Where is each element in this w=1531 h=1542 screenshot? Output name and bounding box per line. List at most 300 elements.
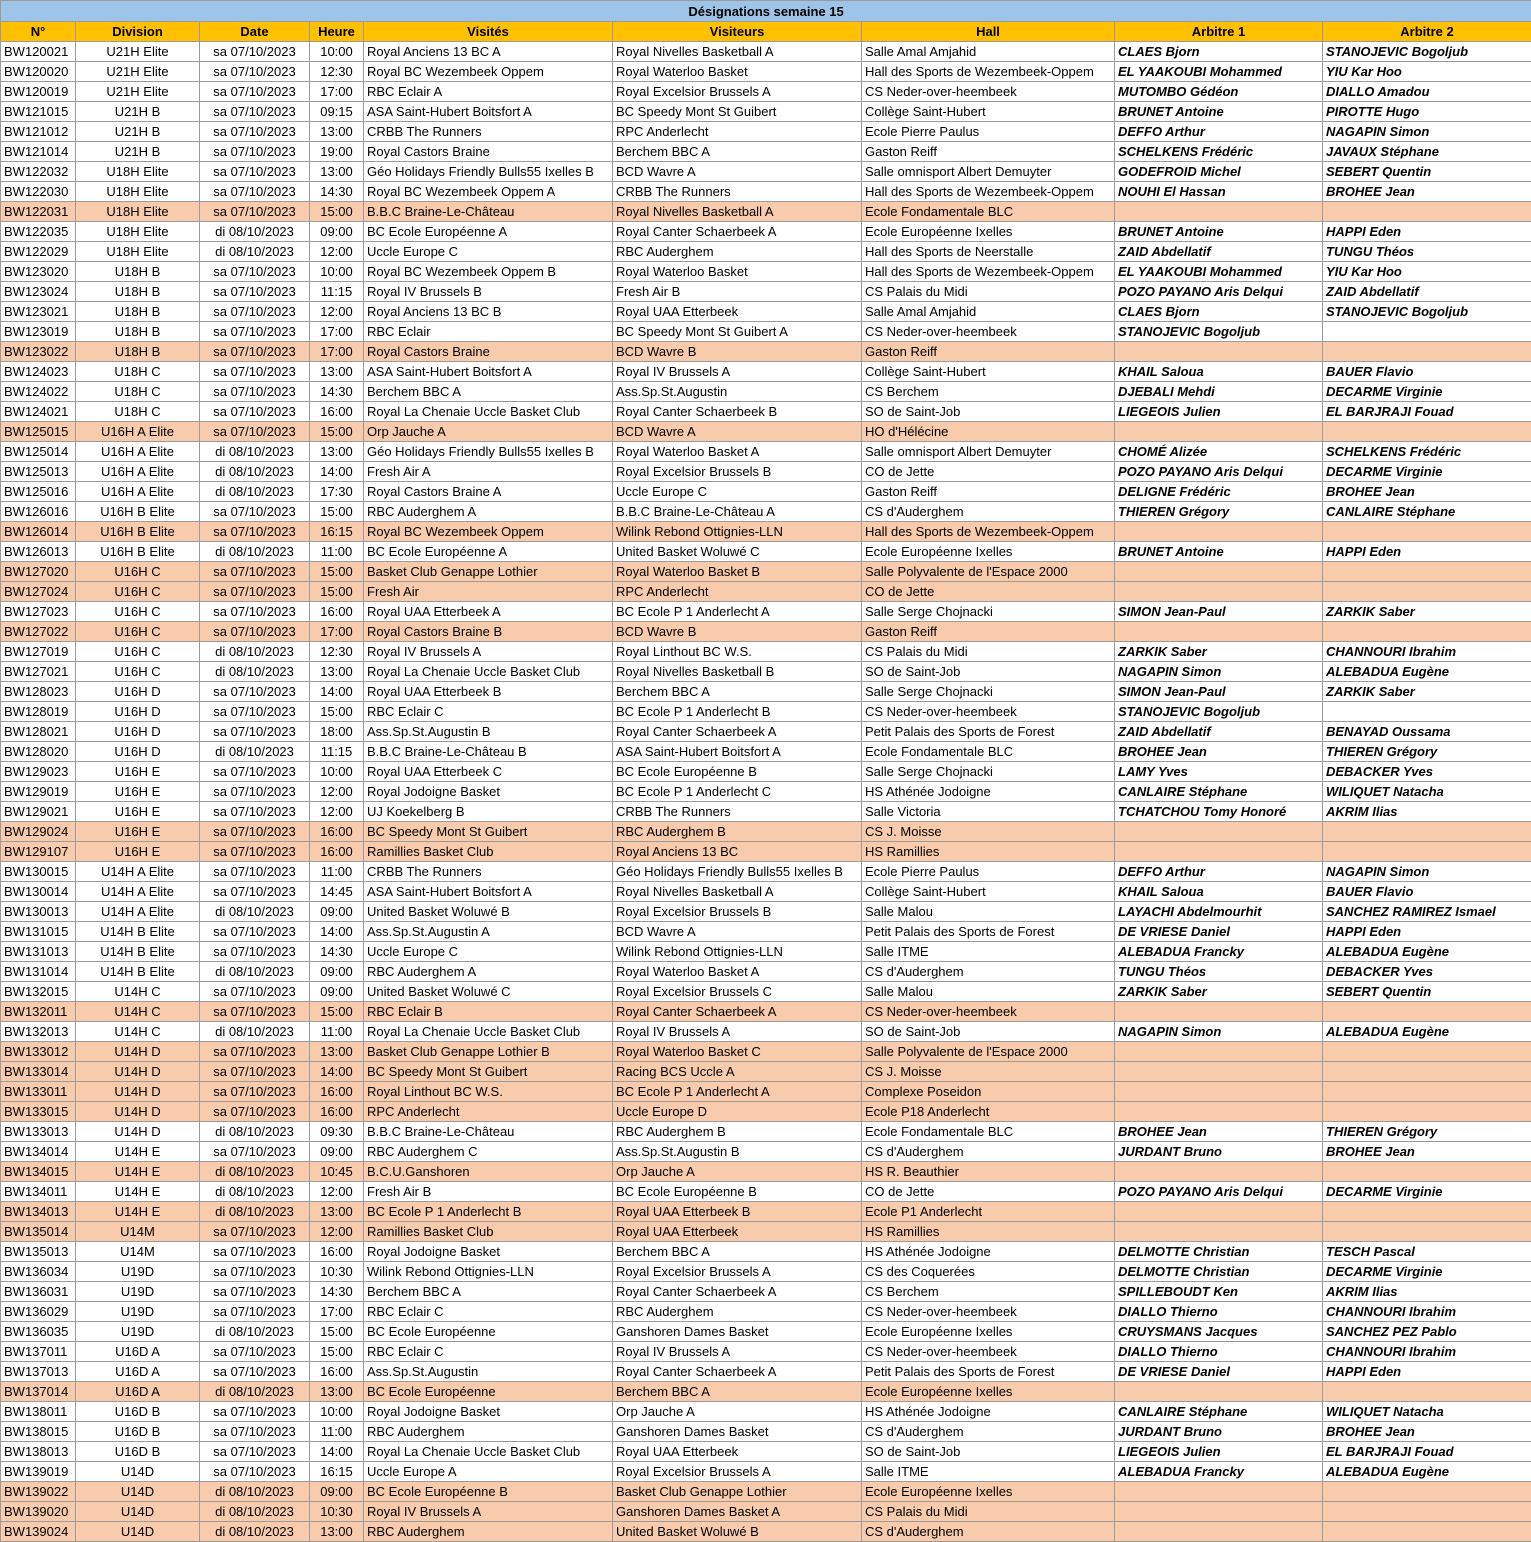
time-cell: 16:00 (310, 1102, 364, 1122)
referee-1-cell: SPILLEBOUDT Ken (1115, 1282, 1323, 1302)
table-row (1, 1522, 1531, 1542)
hall-cell: Petit Palais des Sports de Forest (862, 722, 1115, 742)
referee-1-cell: SIMON Jean-Paul (1115, 682, 1323, 702)
home-team-cell: B.B.C Braine-Le-Château (364, 1122, 613, 1142)
hall-cell: CS Palais du Midi (862, 642, 1115, 662)
referee-1-cell: CRUYSMANS Jacques (1115, 1322, 1323, 1342)
time-cell: 14:00 (310, 462, 364, 482)
division-cell: U14D (76, 1522, 200, 1542)
date-cell: di 08/10/2023 (200, 662, 310, 682)
home-team-cell: Royal UAA Etterbeek A (364, 602, 613, 622)
referee-2-cell: WILIQUET Natacha (1323, 1402, 1531, 1422)
division-cell: U19D (76, 1262, 200, 1282)
time-cell: 11:00 (310, 1022, 364, 1042)
referee-2-cell: DECARME Virginie (1323, 1262, 1531, 1282)
home-team-cell: ASA Saint-Hubert Boitsfort A (364, 102, 613, 122)
date-cell: sa 07/10/2023 (200, 702, 310, 722)
match-number-cell: BW127022 (1, 622, 76, 642)
away-team-cell: Royal Linthout BC W.S. (613, 642, 862, 662)
date-cell: sa 07/10/2023 (200, 202, 310, 222)
hall-cell: CS J. Moisse (862, 822, 1115, 842)
division-cell: U16H B Elite (76, 542, 200, 562)
hall-cell: SO de Saint-Job (862, 1022, 1115, 1042)
away-team-cell: RBC Auderghem B (613, 1122, 862, 1142)
hall-cell: CS d'Auderghem (862, 1522, 1115, 1542)
referee-2-cell (1323, 702, 1531, 722)
date-cell: sa 07/10/2023 (200, 822, 310, 842)
time-cell: 17:00 (310, 322, 364, 342)
division-cell: U14D (76, 1462, 200, 1482)
table-row (1, 1102, 1531, 1122)
referee-2-cell: BROHEE Jean (1323, 482, 1531, 502)
home-team-cell: BC Ecole P 1 Anderlecht B (364, 1202, 613, 1222)
referee-2-cell: SANCHEZ PEZ Pablo (1323, 1322, 1531, 1342)
match-number-cell: BW129023 (1, 762, 76, 782)
home-team-cell: Royal La Chenaie Uccle Basket Club (364, 1022, 613, 1042)
referee-2-cell: HAPPI Eden (1323, 1362, 1531, 1382)
hall-cell: Collège Saint-Hubert (862, 362, 1115, 382)
home-team-cell: RBC Eclair C (364, 1302, 613, 1322)
away-team-cell: Orp Jauche A (613, 1402, 862, 1422)
referee-2-cell: HAPPI Eden (1323, 222, 1531, 242)
away-team-cell: RBC Auderghem B (613, 822, 862, 842)
referee-1-cell: POZO PAYANO Aris Delqui (1115, 462, 1323, 482)
away-team-cell: Royal Excelsior Brussels B (613, 902, 862, 922)
hall-cell: Ecole Pierre Paulus (862, 122, 1115, 142)
match-number-cell: BW123020 (1, 262, 76, 282)
hall-cell: Salle Malou (862, 982, 1115, 1002)
date-cell: sa 07/10/2023 (200, 1242, 310, 1262)
table-row (1, 942, 1531, 962)
referee-1-cell: CLAES Bjorn (1115, 42, 1323, 62)
hall-cell: HS Athénée Jodoigne (862, 1242, 1115, 1262)
table-row (1, 222, 1531, 242)
table-row (1, 62, 1531, 82)
away-team-cell: Royal IV Brussels A (613, 362, 862, 382)
home-team-cell: Royal Jodoigne Basket (364, 1402, 613, 1422)
referee-1-cell: NAGAPIN Simon (1115, 1022, 1323, 1042)
referee-2-cell: ALEBADUA Eugène (1323, 942, 1531, 962)
home-team-cell: Ramillies Basket Club (364, 842, 613, 862)
referee-1-cell (1115, 1382, 1323, 1402)
match-number-cell: BW139024 (1, 1522, 76, 1542)
table-row (1, 1002, 1531, 1022)
date-cell: di 08/10/2023 (200, 1502, 310, 1522)
hall-cell: HO d'Hélécine (862, 422, 1115, 442)
away-team-cell: BCD Wavre B (613, 342, 862, 362)
date-cell: di 08/10/2023 (200, 222, 310, 242)
date-cell: sa 07/10/2023 (200, 1422, 310, 1442)
match-number-cell: BW132013 (1, 1022, 76, 1042)
home-team-cell: B.C.U.Ganshoren (364, 1162, 613, 1182)
hall-cell: CS Neder-over-heembeek (862, 1342, 1115, 1362)
referee-1-cell (1115, 822, 1323, 842)
division-cell: U19D (76, 1302, 200, 1322)
table-body (1, 42, 1531, 1542)
away-team-cell: Royal Canter Schaerbeek A (613, 1362, 862, 1382)
away-team-cell: Royal Excelsior Brussels A (613, 1462, 862, 1482)
match-number-cell: BW133013 (1, 1122, 76, 1142)
division-cell: U16H C (76, 602, 200, 622)
home-team-cell: RBC Eclair (364, 322, 613, 342)
referee-2-cell: YIU Kar Hoo (1323, 62, 1531, 82)
match-number-cell: BW131014 (1, 962, 76, 982)
date-cell: sa 07/10/2023 (200, 602, 310, 622)
date-cell: sa 07/10/2023 (200, 1222, 310, 1242)
away-team-cell: ASA Saint-Hubert Boitsfort A (613, 742, 862, 762)
time-cell: 17:00 (310, 342, 364, 362)
division-cell: U14M (76, 1242, 200, 1262)
home-team-cell: Basket Club Genappe Lothier (364, 562, 613, 582)
time-cell: 09:15 (310, 102, 364, 122)
away-team-cell: Royal Canter Schaerbeek B (613, 402, 862, 422)
date-cell: sa 07/10/2023 (200, 562, 310, 582)
referee-1-cell (1115, 1062, 1323, 1082)
referee-1-cell (1115, 522, 1323, 542)
hall-cell: Salle Serge Chojnacki (862, 762, 1115, 782)
match-number-cell: BW120021 (1, 42, 76, 62)
time-cell: 14:30 (310, 182, 364, 202)
time-cell: 16:00 (310, 602, 364, 622)
hall-cell: CS Neder-over-heembeek (862, 1302, 1115, 1322)
time-cell: 14:30 (310, 1282, 364, 1302)
date-cell: di 08/10/2023 (200, 1522, 310, 1542)
referee-1-cell: LIEGEOIS Julien (1115, 402, 1323, 422)
referee-2-cell (1323, 422, 1531, 442)
hall-cell: Hall des Sports de Neerstalle (862, 242, 1115, 262)
away-team-cell: Royal Waterloo Basket C (613, 1042, 862, 1062)
time-cell: 09:00 (310, 902, 364, 922)
away-team-cell: Berchem BBC A (613, 1382, 862, 1402)
time-cell: 11:00 (310, 862, 364, 882)
table-row (1, 1362, 1531, 1382)
header-row (1, 22, 1531, 42)
home-team-cell: Ass.Sp.St.Augustin A (364, 922, 613, 942)
referee-1-cell: ALEBADUA Francky (1115, 942, 1323, 962)
match-number-cell: BW125015 (1, 422, 76, 442)
referee-2-cell: CHANNOURI Ibrahim (1323, 1302, 1531, 1322)
time-cell: 15:00 (310, 562, 364, 582)
date-cell: sa 07/10/2023 (200, 982, 310, 1002)
home-team-cell: RBC Eclair C (364, 702, 613, 722)
referee-1-cell (1115, 422, 1323, 442)
referee-2-cell: HAPPI Eden (1323, 542, 1531, 562)
referee-2-cell (1323, 822, 1531, 842)
match-number-cell: BW133014 (1, 1062, 76, 1082)
home-team-cell: Wilink Rebond Ottignies-LLN (364, 1262, 613, 1282)
table-row (1, 82, 1531, 102)
time-cell: 13:00 (310, 442, 364, 462)
table-row (1, 1482, 1531, 1502)
date-cell: sa 07/10/2023 (200, 522, 310, 542)
date-cell: sa 07/10/2023 (200, 282, 310, 302)
division-cell: U16D B (76, 1402, 200, 1422)
referee-2-cell: JAVAUX Stéphane (1323, 142, 1531, 162)
match-number-cell: BW126016 (1, 502, 76, 522)
time-cell: 15:00 (310, 582, 364, 602)
home-team-cell: B.B.C Braine-Le-Château (364, 202, 613, 222)
hall-cell: Gaston Reiff (862, 142, 1115, 162)
away-team-cell: United Basket Woluwé B (613, 1522, 862, 1542)
time-cell: 15:00 (310, 1342, 364, 1362)
time-cell: 15:00 (310, 702, 364, 722)
home-team-cell: Royal La Chenaie Uccle Basket Club (364, 1442, 613, 1462)
referee-1-cell (1115, 1042, 1323, 1062)
home-team-cell: Royal Castors Braine (364, 342, 613, 362)
referee-2-cell: SANCHEZ RAMIREZ Ismael (1323, 902, 1531, 922)
referee-2-cell: THIEREN Grégory (1323, 742, 1531, 762)
time-cell: 10:00 (310, 42, 364, 62)
home-team-cell: BC Ecole Européenne B (364, 1482, 613, 1502)
home-team-cell: BC Ecole Européenne (364, 1382, 613, 1402)
time-cell: 13:00 (310, 362, 364, 382)
division-cell: U18H C (76, 382, 200, 402)
referee-1-cell: ZARKIK Saber (1115, 982, 1323, 1002)
division-cell: U14H C (76, 982, 200, 1002)
date-cell: sa 07/10/2023 (200, 622, 310, 642)
referee-2-cell: DECARME Virginie (1323, 1182, 1531, 1202)
referee-2-cell: WILIQUET Natacha (1323, 782, 1531, 802)
away-team-cell: Royal Canter Schaerbeek A (613, 722, 862, 742)
division-cell: U14H B Elite (76, 922, 200, 942)
home-team-cell: RBC Auderghem A (364, 962, 613, 982)
date-cell: sa 07/10/2023 (200, 1102, 310, 1122)
match-number-cell: BW133011 (1, 1082, 76, 1102)
table-row (1, 1202, 1531, 1222)
home-team-cell: United Basket Woluwé C (364, 982, 613, 1002)
match-number-cell: BW132015 (1, 982, 76, 1002)
table-row (1, 902, 1531, 922)
referee-2-cell (1323, 342, 1531, 362)
referee-1-cell: CHOMÉ Alizée (1115, 442, 1323, 462)
match-number-cell: BW121012 (1, 122, 76, 142)
division-cell: U14H A Elite (76, 882, 200, 902)
time-cell: 15:00 (310, 502, 364, 522)
division-cell: U14H C (76, 1002, 200, 1022)
time-cell: 14:00 (310, 1442, 364, 1462)
referee-1-cell: POZO PAYANO Aris Delqui (1115, 282, 1323, 302)
referee-2-cell (1323, 582, 1531, 602)
time-cell: 10:00 (310, 1402, 364, 1422)
hall-cell: CS Palais du Midi (862, 282, 1115, 302)
time-cell: 18:00 (310, 722, 364, 742)
match-number-cell: BW120019 (1, 82, 76, 102)
date-cell: sa 07/10/2023 (200, 1362, 310, 1382)
referee-2-cell (1323, 322, 1531, 342)
referee-1-cell: DE VRIESE Daniel (1115, 1362, 1323, 1382)
away-team-cell: Ganshoren Dames Basket A (613, 1502, 862, 1522)
date-cell: sa 07/10/2023 (200, 1042, 310, 1062)
division-cell: U16D B (76, 1442, 200, 1462)
referee-2-cell: BROHEE Jean (1323, 1142, 1531, 1162)
referee-2-cell: DECARME Virginie (1323, 382, 1531, 402)
division-cell: U16D B (76, 1422, 200, 1442)
date-cell: di 08/10/2023 (200, 742, 310, 762)
table-row (1, 182, 1531, 202)
referee-2-cell: CHANNOURI Ibrahim (1323, 642, 1531, 662)
home-team-cell: BC Speedy Mont St Guibert (364, 822, 613, 842)
hall-cell: Petit Palais des Sports de Forest (862, 1362, 1115, 1382)
hall-cell: Gaston Reiff (862, 342, 1115, 362)
hall-cell: Hall des Sports de Wezembeek-Oppem (862, 62, 1115, 82)
match-number-cell: BW136034 (1, 1262, 76, 1282)
home-team-cell: Royal UAA Etterbeek B (364, 682, 613, 702)
referee-2-cell (1323, 1382, 1531, 1402)
hall-cell: Salle omnisport Albert Demuyter (862, 442, 1115, 462)
time-cell: 13:00 (310, 122, 364, 142)
hall-cell: CO de Jette (862, 582, 1115, 602)
date-cell: sa 07/10/2023 (200, 862, 310, 882)
hall-cell: CS Neder-over-heembeek (862, 82, 1115, 102)
division-cell: U18H B (76, 262, 200, 282)
hall-cell: Ecole Européenne Ixelles (862, 1382, 1115, 1402)
time-cell: 15:00 (310, 202, 364, 222)
time-cell: 09:00 (310, 962, 364, 982)
home-team-cell: BC Ecole Européenne A (364, 542, 613, 562)
referee-2-cell: ZARKIK Saber (1323, 682, 1531, 702)
division-cell: U16H E (76, 842, 200, 862)
match-number-cell: BW133012 (1, 1042, 76, 1062)
away-team-cell: BC Ecole P 1 Anderlecht C (613, 782, 862, 802)
division-cell: U16H D (76, 682, 200, 702)
table-row (1, 1142, 1531, 1162)
division-cell: U16H C (76, 662, 200, 682)
referee-1-cell: DEFFO Arthur (1115, 862, 1323, 882)
date-cell: sa 07/10/2023 (200, 162, 310, 182)
table-row (1, 1422, 1531, 1442)
date-cell: di 08/10/2023 (200, 242, 310, 262)
table-row (1, 742, 1531, 762)
referee-2-cell (1323, 1162, 1531, 1182)
division-cell: U18H Elite (76, 162, 200, 182)
home-team-cell: RBC Eclair C (364, 1342, 613, 1362)
referee-1-cell: DELIGNE Frédéric (1115, 482, 1323, 502)
away-team-cell: Royal IV Brussels A (613, 1342, 862, 1362)
away-team-cell: Basket Club Genappe Lothier (613, 1482, 862, 1502)
match-number-cell: BW134013 (1, 1202, 76, 1222)
division-cell: U16H C (76, 562, 200, 582)
match-number-cell: BW128019 (1, 702, 76, 722)
away-team-cell: BC Speedy Mont St Guibert A (613, 322, 862, 342)
match-number-cell: BW127023 (1, 602, 76, 622)
referee-1-cell: KHAIL Saloua (1115, 362, 1323, 382)
away-team-cell: Royal UAA Etterbeek B (613, 1202, 862, 1222)
referee-2-cell: BENAYAD Oussama (1323, 722, 1531, 742)
away-team-cell: Royal UAA Etterbeek (613, 302, 862, 322)
hall-cell: HS R. Beauthier (862, 1162, 1115, 1182)
home-team-cell: Royal Anciens 13 BC B (364, 302, 613, 322)
time-cell: 09:00 (310, 222, 364, 242)
date-cell: sa 07/10/2023 (200, 682, 310, 702)
date-cell: sa 07/10/2023 (200, 342, 310, 362)
away-team-cell: BC Ecole P 1 Anderlecht A (613, 1082, 862, 1102)
match-number-cell: BW126013 (1, 542, 76, 562)
referee-1-cell: DIALLO Thierno (1115, 1342, 1323, 1362)
date-cell: sa 07/10/2023 (200, 42, 310, 62)
home-team-cell: Orp Jauche A (364, 422, 613, 442)
match-number-cell: BW138011 (1, 1402, 76, 1422)
referee-1-cell (1115, 1202, 1323, 1222)
referee-1-cell: DJEBALI Mehdi (1115, 382, 1323, 402)
away-team-cell: BC Speedy Mont St Guibert (613, 102, 862, 122)
away-team-cell: Royal Canter Schaerbeek A (613, 222, 862, 242)
date-cell: di 08/10/2023 (200, 462, 310, 482)
home-team-cell: Royal IV Brussels A (364, 1502, 613, 1522)
table-row (1, 1042, 1531, 1062)
referee-2-cell: PIROTTE Hugo (1323, 102, 1531, 122)
time-cell: 12:30 (310, 642, 364, 662)
table-row (1, 722, 1531, 742)
hall-cell: Collège Saint-Hubert (862, 102, 1115, 122)
away-team-cell: BCD Wavre A (613, 922, 862, 942)
hall-cell: SO de Saint-Job (862, 662, 1115, 682)
match-number-cell: BW125013 (1, 462, 76, 482)
division-cell: U18H B (76, 302, 200, 322)
away-team-cell: Orp Jauche A (613, 1162, 862, 1182)
date-cell: di 08/10/2023 (200, 1322, 310, 1342)
time-cell: 10:00 (310, 262, 364, 282)
division-cell: U14H A Elite (76, 862, 200, 882)
hall-cell: Salle Serge Chojnacki (862, 682, 1115, 702)
table-row (1, 282, 1531, 302)
referee-1-cell (1115, 582, 1323, 602)
table-row (1, 442, 1531, 462)
away-team-cell: Royal UAA Etterbeek (613, 1222, 862, 1242)
away-team-cell: Royal Waterloo Basket A (613, 962, 862, 982)
referee-2-cell (1323, 1222, 1531, 1242)
date-cell: sa 07/10/2023 (200, 762, 310, 782)
referee-2-cell (1323, 842, 1531, 862)
home-team-cell: Royal BC Wezembeek Oppem (364, 62, 613, 82)
home-team-cell: Royal BC Wezembeek Oppem A (364, 182, 613, 202)
time-cell: 16:00 (310, 822, 364, 842)
date-cell: di 08/10/2023 (200, 1202, 310, 1222)
division-cell: U14H E (76, 1142, 200, 1162)
away-team-cell: Royal IV Brussels A (613, 1022, 862, 1042)
division-cell: U18H B (76, 322, 200, 342)
date-cell: sa 07/10/2023 (200, 302, 310, 322)
match-number-cell: BW134015 (1, 1162, 76, 1182)
division-cell: U16D A (76, 1342, 200, 1362)
referee-2-cell: DEBACKER Yves (1323, 962, 1531, 982)
match-number-cell: BW136031 (1, 1282, 76, 1302)
match-number-cell: BW127021 (1, 662, 76, 682)
division-cell: U16H C (76, 582, 200, 602)
hall-cell: CS Neder-over-heembeek (862, 1002, 1115, 1022)
date-cell: sa 07/10/2023 (200, 1062, 310, 1082)
time-cell: 16:15 (310, 1462, 364, 1482)
date-cell: sa 07/10/2023 (200, 102, 310, 122)
referee-1-cell: ZAID Abdellatif (1115, 242, 1323, 262)
time-cell: 10:45 (310, 1162, 364, 1182)
referee-1-cell: SCHELKENS Frédéric (1115, 142, 1323, 162)
time-cell: 14:00 (310, 1062, 364, 1082)
away-team-cell: BC Ecole Européenne B (613, 762, 862, 782)
referee-1-cell (1115, 562, 1323, 582)
hall-cell: Ecole Européenne Ixelles (862, 222, 1115, 242)
away-team-cell: B.B.C Braine-Le-Château A (613, 502, 862, 522)
division-cell: U21H Elite (76, 82, 200, 102)
away-team-cell: Ganshoren Dames Basket (613, 1322, 862, 1342)
time-cell: 11:00 (310, 542, 364, 562)
date-cell: sa 07/10/2023 (200, 82, 310, 102)
hall-cell: Collège Saint-Hubert (862, 882, 1115, 902)
match-number-cell: BW134011 (1, 1182, 76, 1202)
time-cell: 17:00 (310, 1302, 364, 1322)
table-row (1, 422, 1531, 442)
time-cell: 12:00 (310, 802, 364, 822)
hall-cell: Ecole P1 Anderlecht (862, 1202, 1115, 1222)
